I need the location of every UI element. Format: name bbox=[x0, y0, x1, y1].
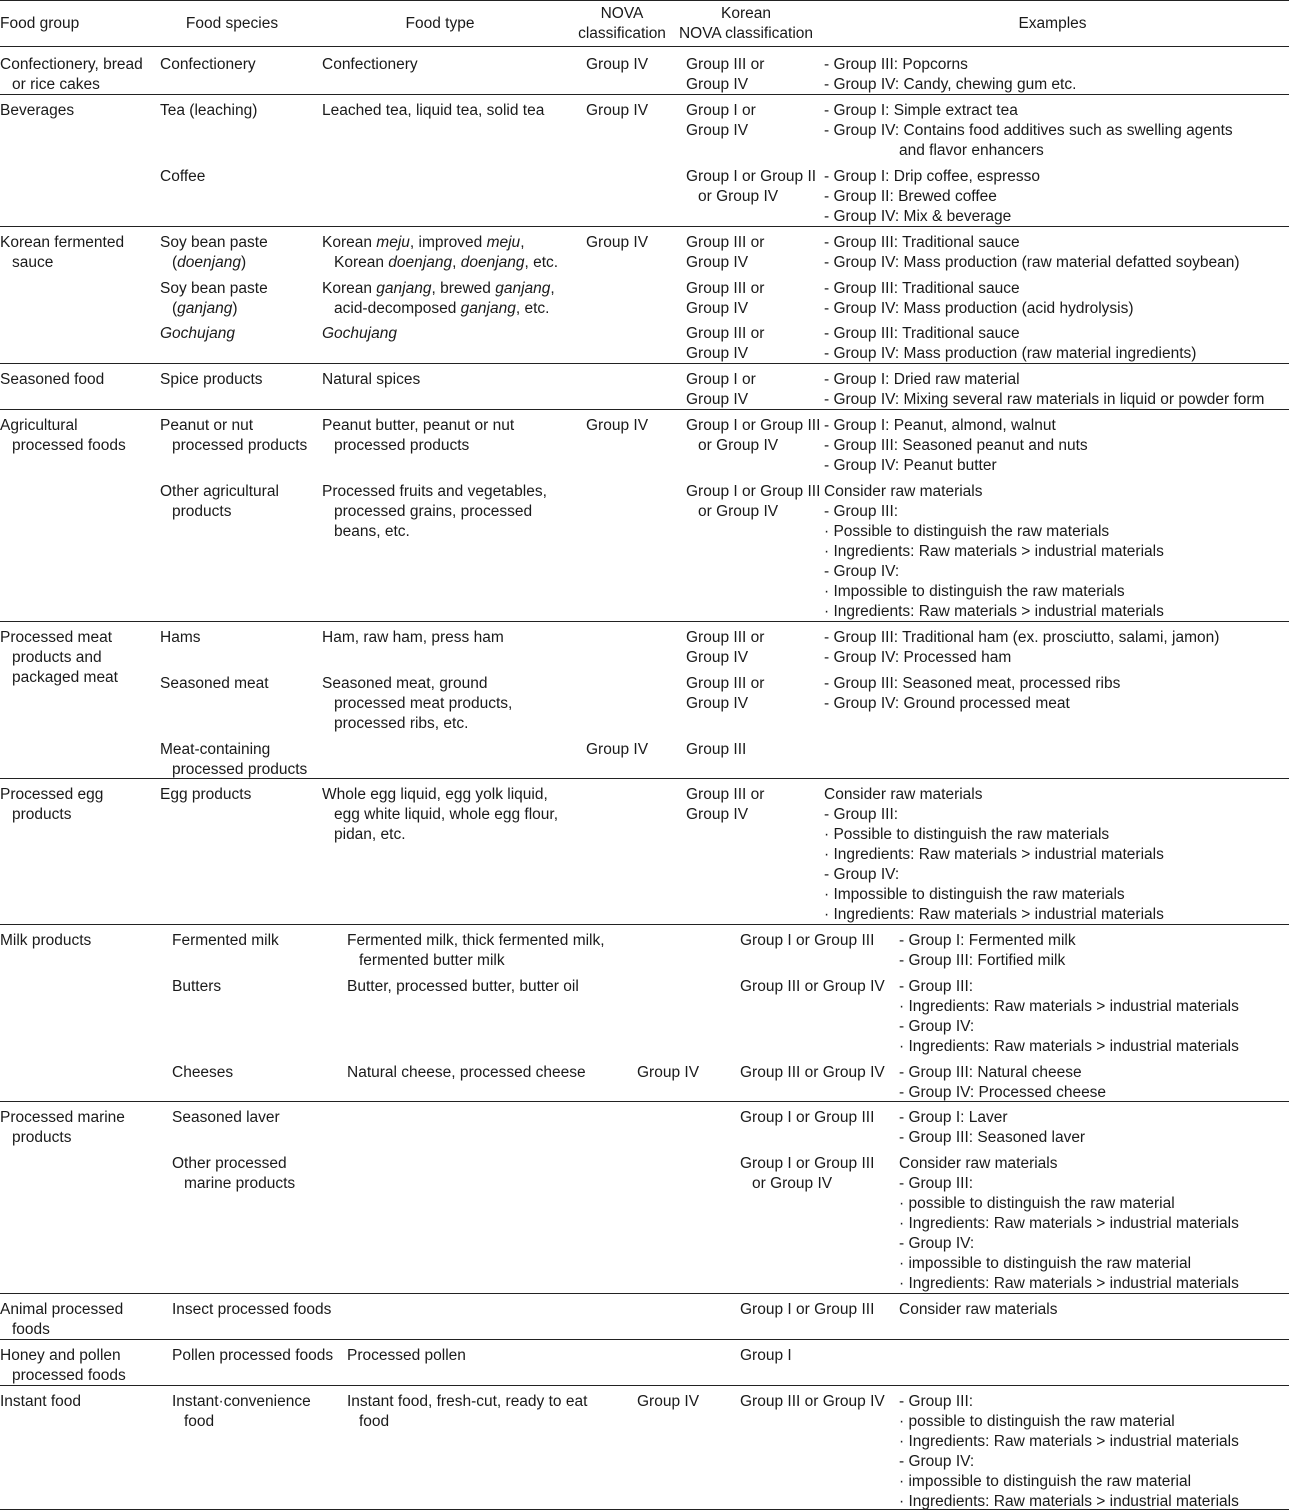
header-food-species: Food species bbox=[185, 14, 279, 32]
food-species: Hams bbox=[160, 629, 201, 646]
korean-nova-classification: Group III or Group IV bbox=[740, 978, 885, 995]
korean-nova-classification: Group I or Group III or Group IV bbox=[686, 417, 821, 454]
nova-classification: Group IV bbox=[586, 417, 649, 434]
korean-nova-classification: Group III or Group IV bbox=[686, 325, 765, 362]
nova-classification: Group IV bbox=[586, 102, 649, 119]
examples: - Group I: Drip coffee, espresso - Group II: Brewed coffee - Group IV: Mix & beverage bbox=[824, 168, 1040, 225]
food-species: Coffee bbox=[160, 168, 206, 185]
korean-nova-classification: Group I or Group III or Group IV bbox=[686, 483, 821, 520]
food-group-name: Confectionery, bread or rice cakes bbox=[0, 56, 143, 93]
examples: - Group III: · possible to distinguish the raw material · Ingredients: Raw materials > industrial materials - Group IV: · impossible to distinguish the raw material · Ingredients: Raw materials > industrial materials bbox=[899, 1393, 1239, 1510]
examples: Consider raw materials bbox=[899, 1301, 1058, 1318]
food-group-name: Agricultural processed foods bbox=[0, 417, 126, 454]
food-group-name: Animal processed foods bbox=[0, 1301, 124, 1338]
korean-nova-classification: Group III or Group IV bbox=[686, 234, 765, 271]
nova-classification: Group IV bbox=[586, 56, 649, 73]
korean-nova-classification: Group III or Group IV bbox=[686, 56, 765, 93]
table-group bbox=[0, 1294, 1289, 1340]
korean-nova-classification: Group I bbox=[740, 1347, 792, 1364]
table-group bbox=[0, 622, 1289, 779]
table-group bbox=[0, 1386, 1289, 1510]
food-type: Natural cheese, processed cheese bbox=[347, 1064, 586, 1081]
food-type: Confectionery bbox=[322, 56, 418, 73]
examples: Consider raw materials - Group III: · Possible to distinguish the raw materials · Ingredients: Raw materials > industrial materials - Group IV: · Impossible to distinguish the raw materials · Ingredients: Raw materials > industrial materials bbox=[824, 483, 1164, 620]
examples: - Group III: Seasoned meat, processed ribs - Group IV: Ground processed meat bbox=[824, 675, 1121, 712]
korean-nova-classification: Group III or Group IV bbox=[686, 786, 765, 823]
korean-nova-classification: Group I or Group III bbox=[740, 1109, 875, 1126]
korean-nova-classification: Group III or Group IV bbox=[740, 1064, 885, 1081]
korean-nova-classification: Group I or Group III bbox=[740, 932, 875, 949]
examples: - Group I: Simple extract tea - Group IV: Contains food additives such as swelling agents and flavor enhancers bbox=[824, 102, 1233, 159]
food-species: Soy bean paste (ganjang) bbox=[160, 280, 268, 317]
food-species: Spice products bbox=[160, 371, 263, 388]
food-type: Fermented milk, thick fermented milk, fermented butter milk bbox=[347, 932, 605, 969]
table-group bbox=[0, 95, 1289, 227]
food-species: Egg products bbox=[160, 786, 252, 803]
table-group bbox=[0, 364, 1289, 410]
korean-nova-classification: Group III or Group IV bbox=[740, 1393, 885, 1410]
food-type: Korean meju, improved meju, Korean doenjang, doenjang, etc. bbox=[322, 234, 559, 271]
food-species: Seasoned laver bbox=[172, 1109, 280, 1126]
table-group bbox=[0, 1340, 1289, 1386]
food-group-name: Milk products bbox=[0, 932, 92, 949]
food-type: Instant food, fresh-cut, ready to eat food bbox=[347, 1393, 588, 1430]
food-type: Peanut butter, peanut or nut processed products bbox=[322, 417, 515, 454]
examples: - Group III: Traditional sauce - Group IV: Mass production (raw material ingredients) bbox=[824, 325, 1197, 362]
examples: - Group I: Dried raw material - Group IV: Mixing several raw materials in liquid or powder form bbox=[824, 371, 1265, 408]
food-species: Butters bbox=[172, 978, 222, 995]
food-type: Korean ganjang, brewed ganjang, acid-decomposed ganjang, etc. bbox=[322, 280, 555, 317]
examples: Consider raw materials - Group III: · possible to distinguish the raw material · Ingredients: Raw materials > industrial materials - Group IV: · impossible to distinguish the raw material · Ingredients: Raw materials > industrial materials bbox=[899, 1155, 1239, 1292]
nova-classification: Group IV bbox=[586, 741, 649, 758]
food-type: Leached tea, liquid tea, solid tea bbox=[322, 102, 545, 119]
food-species: Soy bean paste (doenjang) bbox=[160, 234, 268, 271]
food-group-name: Beverages bbox=[0, 102, 75, 119]
food-group-name: Instant food bbox=[0, 1393, 82, 1410]
food-type: Gochujang bbox=[322, 325, 397, 342]
examples: Consider raw materials - Group III: · Possible to distinguish the raw materials · Ingredients: Raw materials > industrial materials - Group IV: · Impossible to distinguish the raw materials · Ingredients: Raw materials > industrial materials bbox=[824, 786, 1164, 923]
food-species: Gochujang bbox=[160, 325, 235, 342]
food-type: Natural spices bbox=[322, 371, 421, 388]
food-species: Insect processed foods bbox=[172, 1301, 332, 1318]
food-species: Confectionery bbox=[160, 56, 256, 73]
food-type: Butter, processed butter, butter oil bbox=[347, 978, 579, 995]
nova-classification: Group IV bbox=[637, 1393, 700, 1410]
food-group-name: Processed meat products and packaged meat bbox=[0, 629, 118, 686]
table-group bbox=[0, 925, 1289, 1102]
food-species: Tea (leaching) bbox=[160, 102, 258, 119]
table-group bbox=[0, 49, 1289, 95]
header-nova: NOVA classification bbox=[578, 4, 666, 42]
food-type: Ham, raw ham, press ham bbox=[322, 629, 504, 646]
header-examples: Examples bbox=[1018, 14, 1087, 32]
food-group-name: Honey and pollen processed foods bbox=[0, 1347, 126, 1384]
table-group bbox=[0, 779, 1289, 925]
food-species: Cheeses bbox=[172, 1064, 234, 1081]
korean-nova-classification: Group I or Group IV bbox=[686, 102, 756, 139]
food-species: Seasoned meat bbox=[160, 675, 269, 692]
food-type: Processed fruits and vegetables, processed grains, processed beans, etc. bbox=[322, 483, 547, 540]
korean-nova-classification: Group I or Group III bbox=[740, 1301, 875, 1318]
examples: - Group III: Popcorns - Group IV: Candy, chewing gum etc. bbox=[824, 56, 1077, 93]
header-korean-nova: Korean NOVA classification bbox=[678, 4, 814, 42]
examples: - Group I: Peanut, almond, walnut - Group III: Seasoned peanut and nuts - Group IV: Peanut butter bbox=[824, 417, 1088, 474]
food-type: Seasoned meat, ground processed meat products, processed ribs, etc. bbox=[322, 675, 513, 732]
examples: - Group III: Traditional ham (ex. prosciutto, salami, jamon) - Group IV: Processed ham bbox=[824, 629, 1220, 666]
table-header bbox=[0, 0, 1289, 47]
korean-nova-classification: Group I or Group IV bbox=[686, 371, 756, 408]
examples: - Group III: Natural cheese - Group IV: Processed cheese bbox=[899, 1064, 1107, 1101]
food-species: Other processed marine products bbox=[172, 1155, 296, 1192]
table-group bbox=[0, 227, 1289, 364]
header-food-type: Food type bbox=[405, 14, 475, 32]
nova-classification: Group IV bbox=[637, 1064, 700, 1081]
korean-nova-classification: Group I or Group II or Group IV bbox=[686, 168, 817, 205]
examples: - Group III: · Ingredients: Raw materials > industrial materials - Group IV: · Ingredients: Raw materials > industrial materials bbox=[899, 978, 1239, 1055]
examples: - Group I: Laver - Group III: Seasoned laver bbox=[899, 1109, 1086, 1146]
examples: - Group III: Traditional sauce - Group IV: Mass production (raw material defatted soybean) bbox=[824, 234, 1240, 271]
table-group bbox=[0, 410, 1289, 622]
korean-nova-classification: Group III or Group IV bbox=[686, 675, 765, 712]
food-species: Instant·convenience food bbox=[172, 1393, 311, 1430]
korean-nova-classification: Group III or Group IV bbox=[686, 629, 765, 666]
examples: - Group I: Fermented milk - Group III: Fortified milk bbox=[899, 932, 1076, 969]
examples: - Group III: Traditional sauce - Group IV: Mass production (acid hydrolysis) bbox=[824, 280, 1134, 317]
food-group-name: Processed marine products bbox=[0, 1109, 125, 1146]
header-food-group: Food group bbox=[0, 14, 80, 32]
food-species: Peanut or nut processed products bbox=[160, 417, 308, 454]
korean-nova-classification: Group III or Group IV bbox=[686, 280, 765, 317]
food-species: Meat-containing processed products bbox=[160, 741, 308, 778]
nova-classification: Group IV bbox=[586, 234, 649, 251]
food-group-name: Processed egg products bbox=[0, 786, 104, 823]
korean-nova-classification: Group III bbox=[686, 741, 747, 758]
korean-nova-classification: Group I or Group III or Group IV bbox=[740, 1155, 875, 1192]
food-type: Whole egg liquid, egg yolk liquid, egg white liquid, whole egg flour, pidan, etc. bbox=[322, 786, 559, 843]
food-group-name: Seasoned food bbox=[0, 371, 105, 388]
food-species: Pollen processed foods bbox=[172, 1347, 334, 1364]
food-group-name: Korean fermented sauce bbox=[0, 234, 125, 271]
table-group bbox=[0, 1102, 1289, 1294]
food-type: Processed pollen bbox=[347, 1347, 466, 1364]
food-species: Other agricultural products bbox=[160, 483, 279, 520]
food-species: Fermented milk bbox=[172, 932, 279, 949]
